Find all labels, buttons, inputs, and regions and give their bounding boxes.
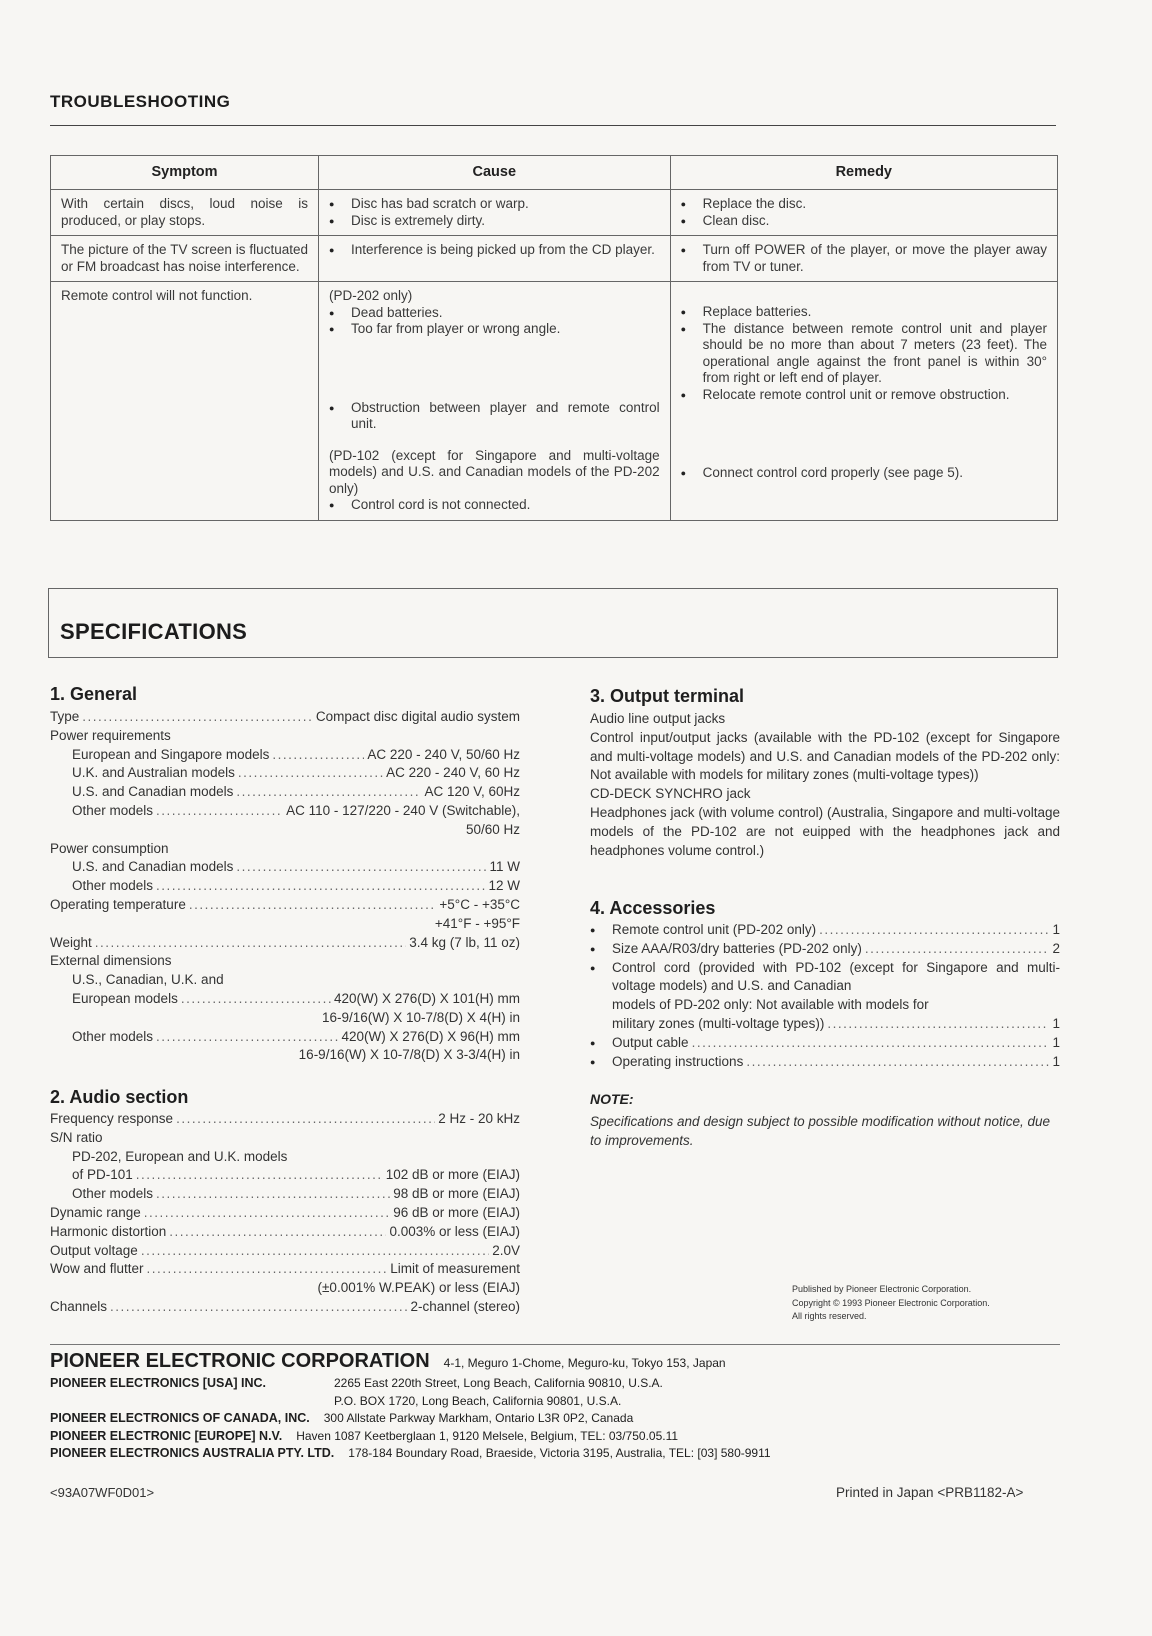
spec-value: 102 dB or more (EIAJ) (385, 1167, 520, 1183)
remedy-header: Remedy (670, 156, 1057, 190)
list-item (590, 1015, 1060, 1034)
copyright-line: Published by Pioneer Electronic Corporation. (792, 1284, 972, 1294)
spec-label: External dimensions (50, 953, 172, 969)
spec-row (50, 764, 520, 783)
spec-value: +5°C - +35°C (439, 896, 520, 912)
spec-label: Channels (50, 1298, 108, 1314)
spec-value: 2-channel (stereo) (410, 1298, 520, 1314)
spec-label: U.S. and Canadian models (72, 859, 234, 875)
audio-section (50, 1110, 520, 1317)
spec-row (50, 1223, 520, 1242)
cause-note: (PD-102 (except for Singapore and multi-voltage models) and U.S. and Canadian models of the PD-202 only) (328, 447, 660, 496)
spec-value: +41°F - +95°F (434, 915, 520, 931)
spec-label: U.S. and Canadian models (72, 784, 234, 800)
output-line: Headphones jack (with volume control) (Australia, Singapore and multi-voltage models of the PD-102 are not euipped with the headphones jack and headphones volume control.) (590, 804, 1060, 858)
spec-label: Other models (72, 1186, 154, 1202)
accessory-label: ● Output cable (612, 1034, 689, 1050)
remedy-item: ● Replace the disc. (681, 196, 1047, 213)
remedy-cell (670, 190, 1057, 236)
spec-label: Power consumption (50, 840, 169, 856)
table-header-row (51, 156, 1058, 190)
spec-value: Compact disc digital audio system (315, 709, 520, 724)
spec-value: 0.003% or less (EIAJ) (389, 1223, 520, 1239)
spec-label: Operating temperature (50, 896, 186, 912)
spec-row (50, 858, 520, 877)
specifications-title: SPECIFICATIONS (60, 619, 248, 644)
spec-row (50, 877, 520, 896)
company-europe (50, 1428, 1060, 1446)
cause-item: ● Control cord is not connected. (329, 497, 660, 514)
spec-row (50, 896, 520, 915)
spec-value: 3.4 kg (7 lb, 11 oz) (409, 934, 520, 950)
print-code: Printed in Japan <PRB1182-A> (836, 1485, 1024, 1500)
spec-label: Other models (72, 802, 154, 818)
remedy-item: ● Connect control cord properly (see page 5). (681, 465, 1047, 482)
company-usa-po (50, 1393, 1060, 1411)
spec-label: Harmonic distortion (50, 1223, 167, 1239)
spec-label: Frequency response (50, 1111, 174, 1126)
spec-value: 50/60 Hz (465, 821, 520, 837)
spec-value: 2 Hz - 20 kHz (438, 1111, 520, 1126)
output-section-title: 3. Output terminal (590, 686, 745, 706)
list-item: ● Control cord (provided with PD-102 (except for Singapore and multi-voltage models) and U.S. and Canadian (590, 959, 1060, 997)
company-name: PIONEER ELECTRONICS AUSTRALIA PTY. LTD. (50, 1446, 335, 1460)
company-australia (50, 1445, 1060, 1463)
accessory-qty: 1 (1052, 1015, 1060, 1031)
audio-section-title: 2. Audio section (50, 1087, 189, 1107)
list-item (590, 1053, 1060, 1072)
company-name: PIONEER ELECTRONIC [EUROPE] N.V. (50, 1428, 283, 1443)
remedy-item: ● Turn off POWER of the player, or move the player away from TV or tuner. (681, 242, 1047, 275)
company-address: 178-184 Boundary Road, Braeside, Victoria 3195, Australia, TEL: [03] 580-9911 (348, 1446, 771, 1460)
remedy-cell (670, 236, 1057, 282)
spec-value: 96 dB or more (EIAJ) (393, 1204, 520, 1220)
list-item (590, 940, 1060, 959)
footer-rule (50, 1344, 1060, 1345)
spec-row (50, 708, 520, 727)
company-main (50, 1350, 1060, 1373)
general-section-title: 1. General (50, 684, 138, 704)
output-line: Control input/output jacks (available with the PD-102 (except for Singapore and multi-voltage models) and U.S. and Canadian models of the PD-202 only: Not available with models for military zones (multi-voltage types)) (590, 729, 1060, 783)
spec-label: PD-202, European and U.K. models (72, 1148, 288, 1164)
company-address: Haven 1087 Keetberglaan 1, 9120 Melsele, Belgium, TEL: 03/750.05.11 (296, 1428, 679, 1443)
spec-label: Weight (50, 934, 92, 950)
accessory-qty: 1 (1052, 1034, 1060, 1050)
spec-label: Output voltage (50, 1242, 138, 1258)
remedy-cell (670, 282, 1057, 521)
table-row (51, 282, 1058, 521)
list-item (590, 1034, 1060, 1053)
spec-row (50, 990, 520, 1009)
spec-label: Other models (72, 878, 154, 894)
spec-value: (±0.001% W.PEAK) or less (EIAJ) (317, 1280, 520, 1296)
spec-row (50, 783, 520, 802)
spec-label: Type (50, 709, 80, 724)
copyright-notice (792, 1283, 990, 1324)
accessory-label: military zones (multi-voltage types)) (612, 1015, 825, 1031)
troubleshooting-title: TROUBLESHOOTING (50, 92, 231, 111)
spec-row (50, 746, 520, 765)
company-address: 4-1, Meguro 1-Chome, Meguro-ku, Tokyo 153, Japan (443, 1356, 726, 1370)
document-code: <93A07WF0D01> (50, 1485, 155, 1500)
accessory-label: models of PD-202 only: Not available with models for (612, 997, 929, 1013)
output-line: Audio line output jacks (590, 711, 726, 726)
symptom-header: Symptom (51, 156, 319, 190)
cause-item: ● Disc is extremely dirty. (329, 213, 660, 230)
remedy-item: ● Clean disc. (681, 213, 1047, 230)
company-name: PIONEER ELECTRONICS OF CANADA, INC. (50, 1411, 310, 1425)
accessory-qty: 2 (1052, 940, 1060, 956)
spec-label: U.K. and Australian models (72, 765, 235, 781)
copyright-line: All rights reserved. (792, 1311, 867, 1321)
cause-item: ● Interference is being picked up from the CD player. (329, 242, 660, 259)
spec-value: 16-9/16(W) X 10-7/8(D) X 4(H) in (321, 1009, 520, 1025)
table-row (51, 190, 1058, 236)
note-text: Specifications and design subject to possible modification without notice, due to improvements. (590, 1114, 1051, 1148)
accessories-section-title: 4. Accessories (590, 898, 716, 918)
spec-label: S/N ratio (50, 1129, 103, 1145)
spec-value: 98 dB or more (EIAJ) (393, 1186, 520, 1202)
spec-row (50, 1242, 520, 1261)
spec-value: 11 W (489, 859, 520, 875)
spec-label: Dynamic range (50, 1204, 141, 1220)
company-addresses (50, 1350, 1060, 1463)
spec-value: AC 120 V, 60Hz (424, 784, 520, 800)
spec-row (50, 1260, 520, 1279)
company-address: 300 Allstate Parkway Markham, Ontario L3R 0P2, Canada (323, 1411, 634, 1425)
spec-label: U.S., Canadian, U.K. and (72, 972, 224, 988)
company-name: PIONEER ELECTRONICS [USA] INC. (50, 1376, 266, 1390)
spec-row (50, 802, 520, 821)
spec-row (50, 1028, 520, 1047)
spec-value: 16-9/16(W) X 10-7/8(D) X 3-3/4(H) in (298, 1047, 520, 1063)
spec-row (50, 1204, 520, 1223)
spec-row (50, 1166, 520, 1185)
cause-note: (PD-202 only) (328, 288, 413, 303)
cause-cell (318, 236, 670, 282)
cause-item: ● Dead batteries. (329, 305, 660, 322)
spec-row (50, 1185, 520, 1204)
spec-label: of PD-101 (72, 1167, 133, 1183)
remedy-item: ● Replace batteries. (681, 304, 1047, 321)
spec-value: Limit of measurement (390, 1261, 520, 1277)
spec-label: Power requirements (50, 727, 171, 743)
remedy-item: ● The distance between remote control unit and player should be no more than about 7 meters (23 feet). The operational angle against the front panel is within 30° from right or left end of player. (681, 321, 1047, 387)
accessory-qty: 1 (1052, 922, 1060, 937)
accessory-label: ● Remote control unit (PD-202 only) (612, 922, 817, 937)
general-section (50, 708, 520, 1065)
spec-value: 420(W) X 276(D) X 96(H) mm (341, 1028, 520, 1044)
accessory-label: ● Size AAA/R03/dry batteries (PD-202 only) (612, 940, 862, 956)
cause-cell (318, 282, 670, 521)
spec-value: AC 220 - 240 V, 60 Hz (386, 765, 520, 781)
company-canada (50, 1410, 1060, 1428)
remedy-item: ● Relocate remote control unit or remove obstruction. (681, 387, 1047, 404)
symptom-cell: Remote control will not function. (51, 282, 319, 521)
company-address: 2265 East 220th Street, Long Beach, California 90810, U.S.A. (334, 1376, 663, 1390)
symptom-cell: With certain discs, loud noise is produced, or play stops. (51, 190, 319, 236)
table-row (51, 236, 1058, 282)
output-section (590, 710, 1060, 860)
spec-value: 2.0V (492, 1242, 520, 1258)
spec-label: European models (72, 990, 178, 1006)
spec-value: AC 220 - 240 V, 50/60 Hz (367, 746, 520, 762)
output-line: CD-DECK SYNCHRO jack (590, 786, 751, 802)
spec-value: AC 110 - 127/220 - 240 V (Switchable), (286, 802, 520, 818)
spec-value: 420(W) X 276(D) X 101(H) mm (333, 990, 520, 1006)
accessories-section (590, 921, 1060, 1071)
cause-cell (318, 190, 670, 236)
troubleshooting-rule (50, 125, 1056, 126)
spec-label: Wow and flutter (50, 1261, 144, 1277)
spec-row (50, 1298, 520, 1317)
spec-row (50, 934, 520, 953)
spec-value: 12 W (488, 878, 520, 894)
cause-item: ● Obstruction between player and remote control unit. (329, 400, 660, 433)
spec-label: European and Singapore models (72, 746, 270, 762)
symptom-cell: The picture of the TV screen is fluctuated or FM broadcast has noise interference. (51, 236, 319, 282)
copyright-line: Copyright © 1993 Pioneer Electronic Corporation. (792, 1297, 990, 1308)
troubleshooting-table (50, 155, 1058, 521)
list-item (590, 921, 1060, 940)
company-name: PIONEER ELECTRONIC CORPORATION (50, 1350, 430, 1372)
company-address: P.O. BOX 1720, Long Beach, California 90801, U.S.A. (334, 1393, 622, 1408)
company-usa (50, 1375, 1060, 1393)
accessory-qty: 1 (1052, 1053, 1060, 1069)
accessory-label: ● Operating instructions (612, 1053, 744, 1069)
cause-header: Cause (318, 156, 670, 190)
cause-item: ● Too far from player or wrong angle. (329, 321, 660, 338)
spec-label: Other models (72, 1028, 154, 1044)
note-title: NOTE: (590, 1091, 634, 1107)
spec-row (50, 1110, 520, 1129)
cause-item: ● Disc has bad scratch or warp. (329, 196, 660, 213)
